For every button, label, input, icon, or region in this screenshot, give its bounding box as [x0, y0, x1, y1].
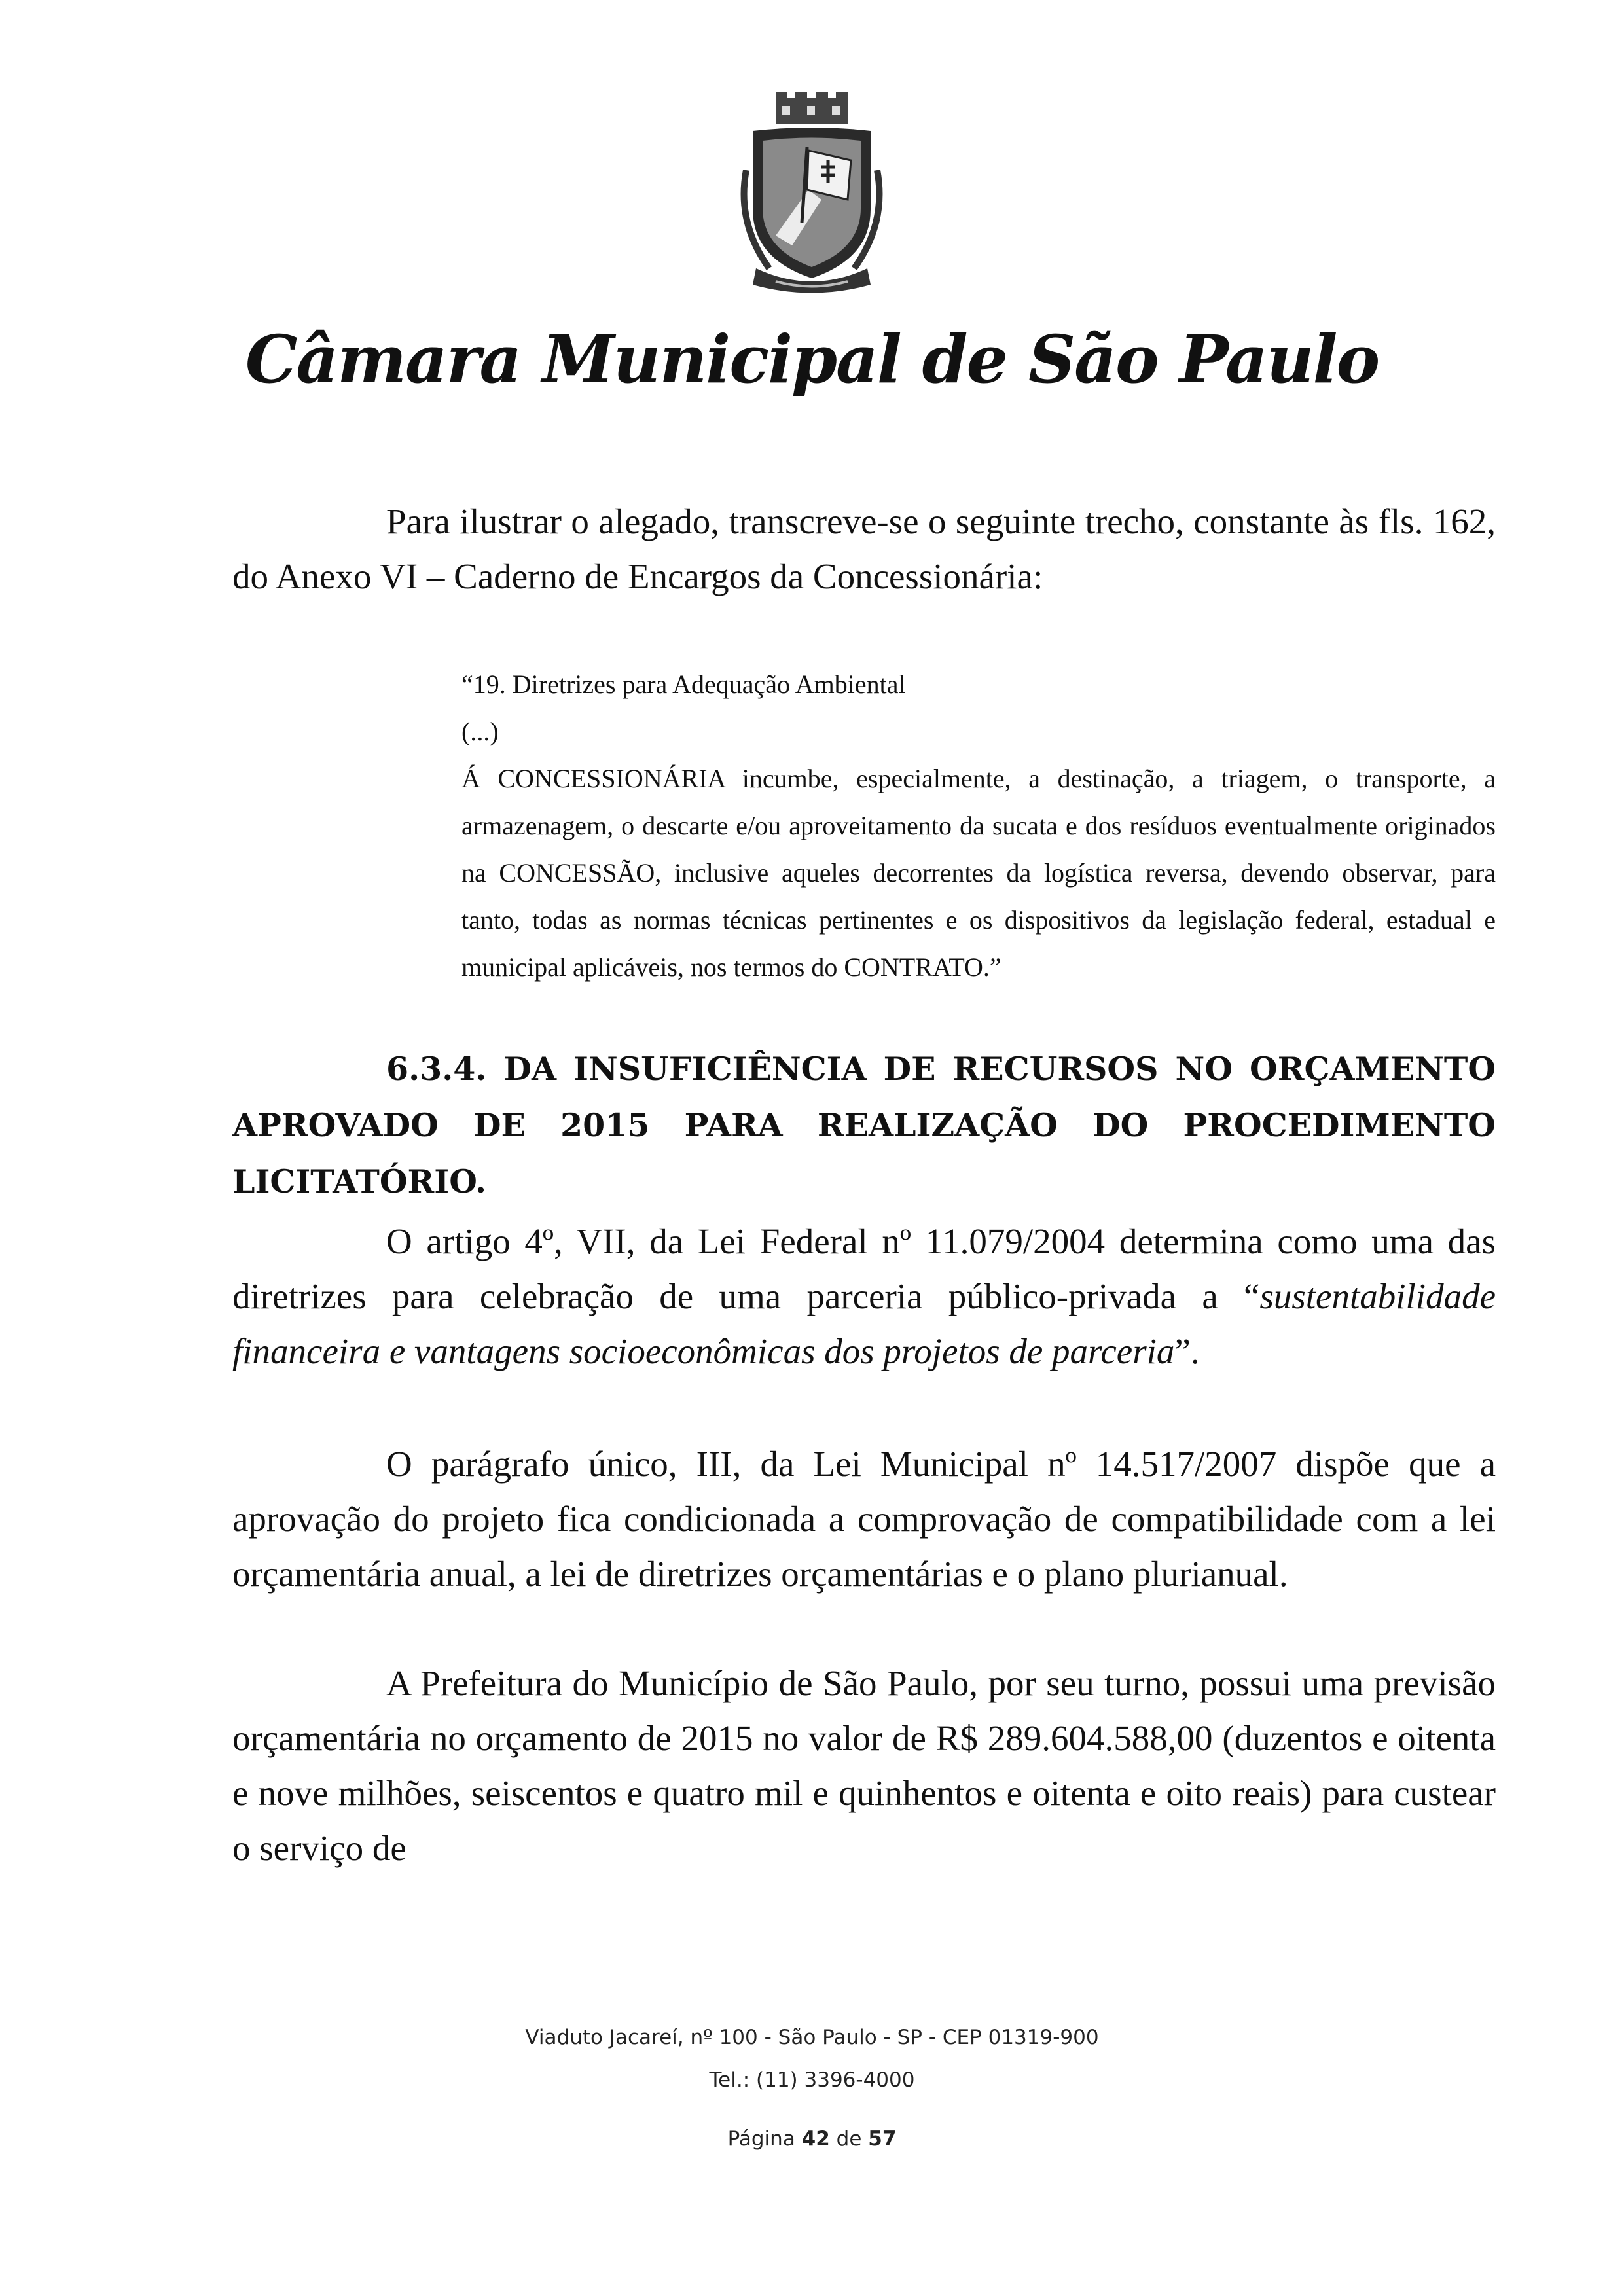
page-number — [0, 2127, 1624, 2151]
quote-ellipsis: (...) — [461, 717, 499, 746]
coat-of-arms-icon — [730, 92, 893, 301]
page-title: Câmara Municipal de São Paulo — [245, 321, 1379, 398]
intro-text: Para ilustrar o alegado, transcreve-se o seguinte trecho, constante às fls. 162, do Anexo VI – Caderno de Encargos da Concessionária: — [232, 501, 1496, 596]
section-heading-text: 6.3.4. DA INSUFICIÊNCIA DE RECURSOS NO ORÇAMENTO APROVADO DE 2015 PARA REALIZAÇÃO DO PROCEDIMENTO LICITATÓRIO. — [232, 1050, 1496, 1200]
footer-address: Viaduto Jacareí, nº 100 - São Paulo - SP - CEP 01319-900 — [525, 2026, 1099, 2049]
page-total: 57 — [868, 2127, 897, 2151]
paragraph-1-text — [232, 1214, 1496, 1379]
quote-text: Á CONCESSIONÁRIA incumbe, especialmente, a destinação, a triagem, o transporte, a armazenagem, o descarte e/ou aproveitamento da sucata e dos resíduos eventualmente originados na CONCESSÃO, inclusive aqueles decorrentes da logística reversa, devendo observar, para tanto, todas as normas técnicas pertinentes e os dispositivos da legislação federal, estadual e municipal aplicáveis, nos termos do CONTRATO.” — [461, 764, 1496, 982]
paragraph-1-end: ”. — [1174, 1331, 1200, 1371]
block-quote — [461, 661, 1496, 991]
paragraph-1 — [232, 1214, 1496, 1379]
page-word: Página — [727, 2127, 795, 2151]
paragraph-2-text: O parágrafo único, III, da Lei Municipal nº 14.517/2007 dispõe que a aprovação do projeto fica condicionada a comprovação de compatibilidade com a lei orçamentária anual, a lei de diretrizes orçamentárias e o plano plurianual. — [232, 1444, 1496, 1594]
quote-heading: “19. Diretrizes para Adequação Ambiental — [461, 670, 906, 699]
paragraph-1-start: O artigo 4º, VII, da Lei Federal nº 11.079/2004 determina como uma das diretrizes para celebração de uma parceria público-privada a “ — [232, 1221, 1496, 1316]
section-heading — [232, 1041, 1496, 1210]
intro-paragraph — [232, 494, 1496, 604]
footer-phone: Tel.: (11) 3396-4000 — [709, 2068, 915, 2092]
paragraph-1-emphasis: sustentabilidade financeira e vantagens socioeconômicas dos projetos de parceria — [232, 1276, 1496, 1371]
paragraph-2 — [232, 1437, 1496, 1602]
paragraph-3 — [232, 1656, 1496, 1876]
paragraph-3-text: A Prefeitura do Município de São Paulo, por seu turno, possui uma previsão orçamentária no orçamento de 2015 no valor de R$ 289.604.588,00 (duzentos e oitenta e nove milhões, seiscentos e quatro mil e quinhentos e oitenta e oito reais) para custear o serviço de — [232, 1663, 1496, 1868]
page-of: de — [836, 2127, 862, 2151]
page-current: 42 — [801, 2127, 830, 2151]
